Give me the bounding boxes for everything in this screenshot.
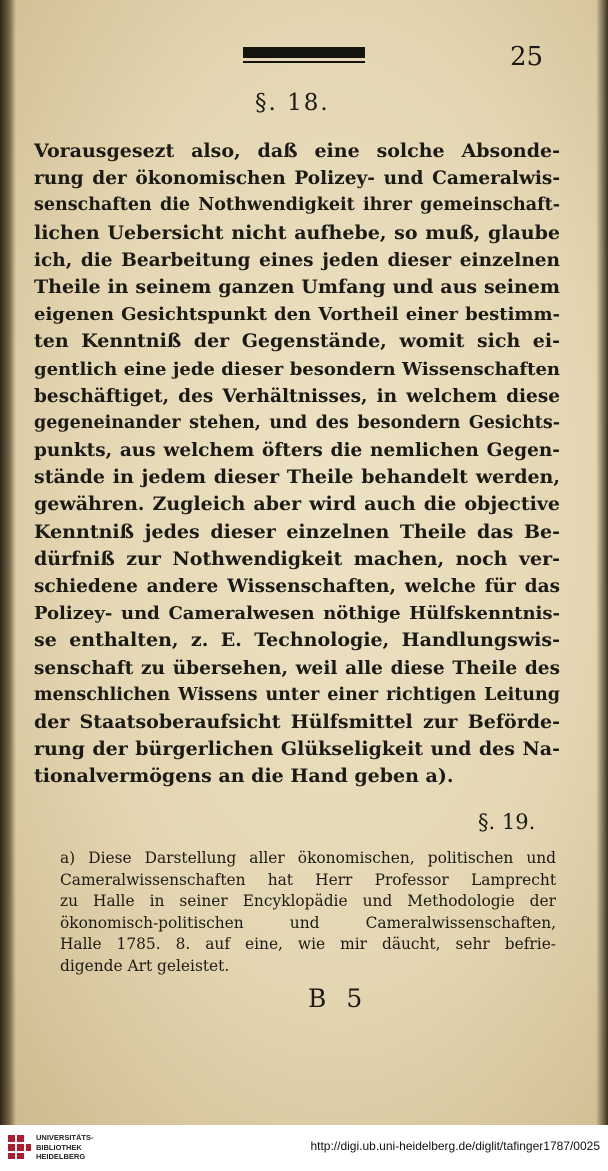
text-line: gewähren. Zugleich aber wird auch die objective <box>34 493 560 516</box>
footnote-line: zu Halle in seiner Encyklopädie und Methodologie der <box>60 892 556 910</box>
text-line: gegeneinander stehen, und des besondern Gesichts- <box>34 412 560 433</box>
text-line: ten Kenntniß der Gegenstände, womit sich ei- <box>34 330 560 353</box>
catchword: §. 19. <box>478 810 536 834</box>
library-logo[interactable] <box>6 1133 32 1161</box>
text-line: dürfniß zur Nothwendigkeit machen, noch ver- <box>34 547 560 570</box>
text-line: Theile in seinem ganzen Umfang und aus seinem <box>34 275 560 298</box>
text-line: rung der ökonomischen Polizey- und Cameralwis- <box>34 168 560 190</box>
library-name-line: HEIDELBERG <box>36 1152 86 1161</box>
library-name <box>36 1133 94 1162</box>
footnote-line: a) Diese Darstellung aller ökonomischen, politischen und <box>60 849 556 867</box>
page-edge-shadow <box>596 0 608 1125</box>
source-url[interactable]: http://digi.ub.uni-heidelberg.de/diglit/tafinger1787/0025 <box>310 1139 600 1153</box>
section-heading: §. 18. <box>255 90 330 116</box>
text-line: der Staatsoberaufsicht Hülfsmittel zur Beförde- <box>34 710 560 733</box>
text-line: menschlichen Wissens unter einer richtigen Leitung <box>34 684 560 705</box>
text-line: schiedene andere Wissenschaften, welche für das <box>34 576 560 597</box>
text-line: Vorausgesezt also, daß eine solche Absonde- <box>34 140 560 162</box>
library-name-line: BIBLIOTHEK <box>36 1142 82 1152</box>
text-line: lichen Uebersicht nicht aufhebe, so muß, glaube <box>34 221 560 244</box>
header-rule <box>243 47 365 58</box>
text-line: punkts, aus welchem öfters die nemlichen Gegen- <box>34 440 560 462</box>
page-binding-shadow <box>0 0 16 1125</box>
footnote-line: Halle 1785. 8. auf eine, wie mir däucht, sehr befrie- <box>60 935 556 953</box>
library-name-line: UNIVERSITÄTS- <box>36 1133 94 1142</box>
footnote-line: digende Art geleistet. <box>60 956 230 975</box>
library-logo-icon <box>6 1133 32 1161</box>
footnote <box>60 848 556 977</box>
text-line: se enthalten, z. E. Technologie, Handlungswis- <box>34 629 560 652</box>
text-line: tionalvermögens an die Hand geben a). <box>34 765 454 788</box>
text-line: senschaft zu übersehen, weil alle diese Theile des <box>34 657 560 679</box>
page-number: 25 <box>510 42 544 72</box>
text-line: beschäftiget, des Verhältnisses, in welchem diese <box>34 385 560 407</box>
signature-mark: B 5 <box>308 984 369 1013</box>
text-line: senschaften die Nothwendigkeit ihrer gemeinschaft- <box>34 195 560 216</box>
text-line: rung der bürgerlichen Glükseligkeit und des Na- <box>34 738 560 761</box>
text-line: gentlich eine jede dieser besondern Wissenschaften <box>34 358 560 380</box>
text-line: eigenen Gesichtspunkt den Vortheil einer bestimm- <box>34 304 560 326</box>
footnote-line: Cameralwissenschaften hat Herr Professor Lamprecht <box>60 870 556 889</box>
footer-bar <box>0 1125 608 1171</box>
header-rule-thin <box>243 61 365 63</box>
text-line: Polizey- und Cameralwesen nöthige Hülfskenntnis- <box>34 603 560 625</box>
body-text <box>34 138 560 791</box>
text-line: Kenntniß jedes dieser einzelnen Theile das Be- <box>34 520 560 543</box>
footnote-line: ökonomisch-politischen und Cameralwissenschaften, <box>60 913 556 932</box>
text-line: ich, die Bearbeitung eines jeden dieser einzelnen <box>34 249 560 271</box>
text-line: stände in jedem dieser Theile behandelt werden, <box>34 466 560 489</box>
